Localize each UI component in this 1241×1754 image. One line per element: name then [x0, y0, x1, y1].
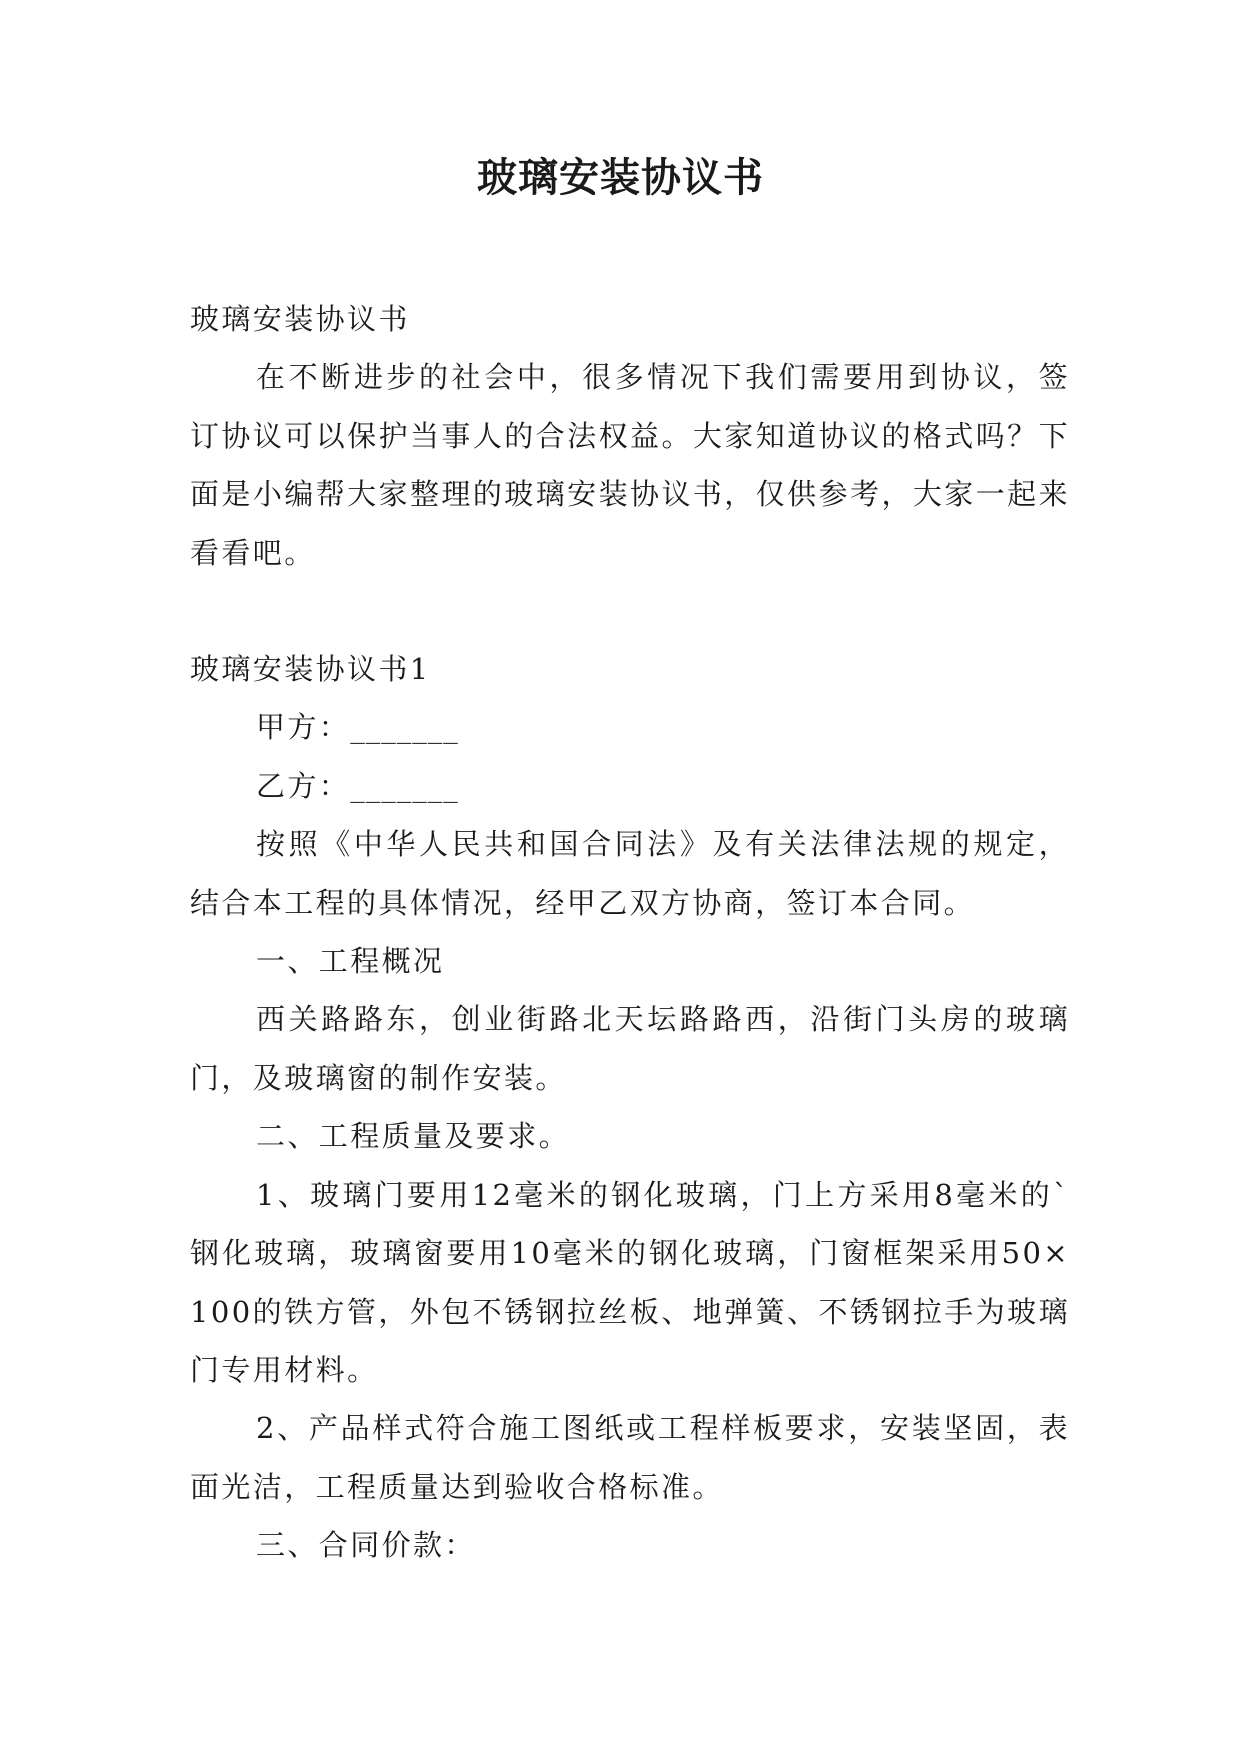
document-body [190, 290, 1070, 1575]
item2-point2: 2、产品样式符合施工图纸或工程样板要求，安装坚固，表面光洁，工程质量达到验收合格标准。 [190, 1411, 1070, 1504]
intro-paragraph: 在不断进步的社会中，很多情况下我们需要用到协议，签订协议可以保护当事人的合法权益。大家知道协议的格式吗？下面是小编帮大家整理的玻璃安装协议书，仅供参考，大家一起来看看吧。 [190, 360, 1070, 570]
party-a-line [190, 698, 1070, 756]
section-heading: 玻璃安装协议书1 [190, 652, 431, 687]
paragraph-gap [190, 582, 1070, 640]
party-b-blank: _______ [350, 768, 459, 803]
item2-point1: 1、玻璃门要用12毫米的钢化玻璃，门上方采用8毫米的`钢化玻璃，玻璃窗要用10毫米的钢化玻璃，门窗框架采用50×100的铁方管，外包不锈钢拉丝板、地弹簧、不锈钢拉手为玻璃门专用材料。 [190, 1177, 1070, 1387]
party-a-label: 甲方： [256, 710, 351, 745]
party-b-label: 乙方： [256, 768, 351, 803]
party-a-blank: _______ [350, 710, 459, 745]
document-title: 玻璃安装协议书 [477, 154, 764, 201]
item1-text: 西关路路东，创业街路北天坛路路西，沿街门头房的玻璃门，及玻璃窗的制作安装。 [190, 1002, 1070, 1095]
item2-heading: 二、工程质量及要求。 [256, 1119, 571, 1154]
basis-paragraph: 按照《中华人民共和国合同法》及有关法律法规的规定，结合本工程的具体情况，经甲乙双方协商，签订本合同。 [190, 827, 1070, 920]
item1-heading: 一、工程概况 [256, 944, 445, 979]
party-b-line [190, 757, 1070, 815]
item3-heading: 三、合同价款： [256, 1528, 476, 1563]
document-subtitle: 玻璃安装协议书 [190, 302, 410, 336]
